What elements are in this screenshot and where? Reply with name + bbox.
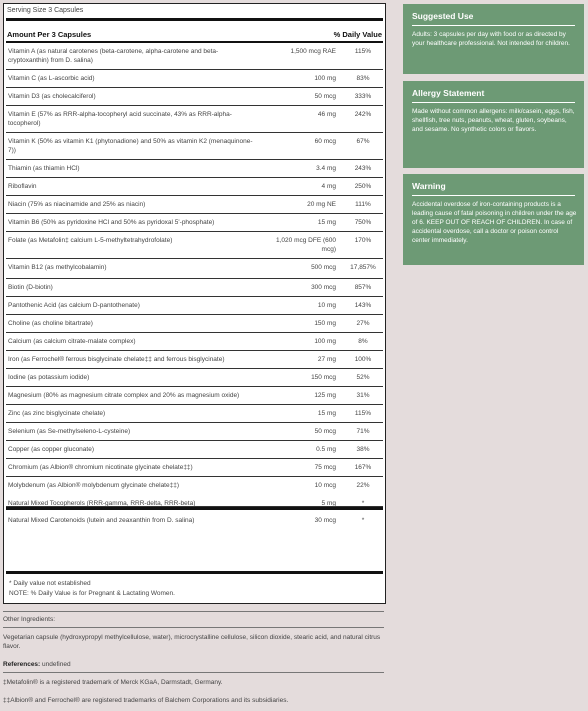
nutrient-amount: 46 mg <box>317 111 336 118</box>
nutrient-amount: 50 mcg <box>314 428 336 435</box>
daily-value-header: % Daily Value <box>333 30 382 39</box>
other-ingredients-text: Vegetarian capsule (hydroxypropyl methylcellulose, water), microcrystalline cellulose, silicon dioxide, stearic acid, and natural citrus flavor. <box>3 634 381 650</box>
nutrient-name: Magnesium (80% as magnesium citrate complex and 20% as magnesium oxide) <box>8 392 240 399</box>
nutrient-amount: 500 mcg <box>311 264 336 271</box>
supplement-facts-panel <box>3 3 386 604</box>
nutrient-daily-value: 115% <box>354 48 372 55</box>
allergy-text: Made without common allergens: milk/casein, eggs, fish, shellfish, tree nuts, peanuts, wheat, gluten, soybeans, and sesame. No synthetic colors or flavors. <box>412 108 575 133</box>
nutrient-amount: 150 mg <box>314 320 336 327</box>
nutrient-daily-value: 17,857% <box>350 264 376 271</box>
thick-divider-2 <box>6 507 383 510</box>
albion-trademark: ‡‡Albion® and Ferrochel® are registered trademarks of Balchem Corporations and its subsidiaries. <box>3 697 289 704</box>
nutrient-daily-value: 167% <box>354 464 372 471</box>
nutrient-amount: 4 mg <box>321 183 336 190</box>
nutrient-daily-value: 52% <box>356 374 370 381</box>
nutrient-daily-value: 83% <box>356 75 370 82</box>
nutrient-row <box>6 477 383 495</box>
warning-box <box>403 174 584 265</box>
nutrient-name: Zinc (as zinc bisglycinate chelate) <box>8 410 106 417</box>
nutrient-daily-value: 8% <box>358 338 368 345</box>
nutrient-amount: 150 mcg <box>311 374 336 381</box>
nutrient-row <box>6 495 383 507</box>
nutrient-name: Vitamin K (50% as vitamin K1 (phytonadione) and 50% as vitamin K2 (menaquinone-7)) <box>8 138 253 154</box>
nutrient-daily-value: 115% <box>354 410 372 417</box>
title-rule <box>412 25 575 26</box>
nutrient-daily-value: 243% <box>354 165 372 172</box>
other-ingredients-label: Other Ingredients: <box>3 616 56 623</box>
nutrient-row <box>6 160 383 178</box>
nutrient-amount: 1,500 mcg RAE <box>290 48 336 55</box>
warning-text: Accidental overdose of iron-containing products is a leading cause of fatal poisoning in children under the age of 6. KEEP OUT OF REACH OF CHILDREN. In case of accidental overdose, call a doctor or poison control center immediately. <box>412 201 577 244</box>
nutrient-amount: 5 mg <box>321 500 336 507</box>
nutrient-name: Natural Mixed Carotenoids (lutein and zeaxanthin from D. salina) <box>8 517 195 524</box>
nutrient-name: Calcium (as calcium citrate-malate complex) <box>8 338 136 345</box>
nutrient-amount: 60 mcg <box>314 138 336 145</box>
nutrient-daily-value: * <box>361 517 365 524</box>
nutrient-daily-value: 71% <box>356 428 370 435</box>
nutrient-name: Vitamin A (as natural carotenes (beta-carotene, alpha-carotene and beta-cryptoxanthin) from D. salina) <box>8 48 219 64</box>
nutrient-row <box>6 512 383 539</box>
nutrient-row <box>6 232 383 259</box>
nutrient-amount: 100 mg <box>314 75 336 82</box>
nutrient-amount: 3.4 mg <box>316 165 336 172</box>
nutrient-name: Selenium (as Se-methylseleno-L-cysteine) <box>8 428 131 435</box>
nutrient-daily-value: 38% <box>356 446 370 453</box>
nutrient-row <box>6 405 383 423</box>
nutrient-daily-value: 22% <box>356 482 370 489</box>
nutrient-daily-value: 750% <box>354 219 372 226</box>
nutrient-name: Vitamin D3 (as cholecalciferol) <box>8 93 96 100</box>
nutrient-name: Vitamin E (57% as RRR-alpha-tocopheryl acid succinate, 43% as RRR-alpha-tocopherol) <box>8 111 232 127</box>
nutrient-row <box>6 178 383 196</box>
nutrient-amount: 100 mg <box>314 338 336 345</box>
nutrient-daily-value: 250% <box>354 183 372 190</box>
title-rule <box>412 195 575 196</box>
nutrient-row <box>6 196 383 214</box>
nutrient-row <box>6 351 383 369</box>
nutrient-amount: 10 mg <box>317 302 336 309</box>
nutrient-amount: 27 mg <box>317 356 336 363</box>
nutrient-name: Copper (as copper gluconate) <box>8 446 94 453</box>
nutrient-name: Molybdenum (as Albion® molybdenum glycinate chelate‡‡) <box>8 482 179 489</box>
nutrient-daily-value: 100% <box>354 356 372 363</box>
nutrient-row <box>6 441 383 459</box>
nutrient-daily-value: 27% <box>356 320 370 327</box>
nutrient-name: Choline (as choline bitartrate) <box>8 320 93 327</box>
nutrient-name: Iron (as Ferrochel® ferrous bisglycinate chelate‡‡ and ferrous bisglycinate) <box>8 356 225 363</box>
suggested-use-text: Adults: 3 capsules per day with food or as directed by your healthcare professional. Not intended for children. <box>412 31 570 47</box>
nutrient-row <box>6 259 383 279</box>
nutrient-amount: 300 mcg <box>311 284 336 291</box>
nutrient-daily-value: * <box>361 500 365 507</box>
allergy-statement-box <box>403 81 584 168</box>
thick-divider-3 <box>6 571 383 574</box>
nutrient-daily-value: 31% <box>356 392 370 399</box>
nutrient-name: Biotin (D-biotin) <box>8 284 53 291</box>
pregnant-note: NOTE: % Daily Value is for Pregnant & Lactating Women. <box>9 590 175 597</box>
amount-per-header: Amount Per 3 Capsules <box>7 30 92 39</box>
nutrient-row <box>6 333 383 351</box>
nutrient-amount: 1,020 mcg DFE (600 mcg) <box>276 237 336 253</box>
thick-divider <box>6 18 383 21</box>
nutrient-daily-value: 170% <box>354 237 372 244</box>
suggested-use-title: Suggested Use <box>412 11 474 21</box>
suggested-use-box <box>403 4 584 74</box>
nutrient-name: Pantothenic Acid (as calcium D-pantothenate) <box>8 302 140 309</box>
references-label: References: <box>3 661 41 668</box>
nutrient-row <box>6 387 383 405</box>
nutrient-daily-value: 143% <box>354 302 372 309</box>
dv-not-established-note: * Daily value not established <box>9 580 91 587</box>
nutrient-row <box>6 297 383 315</box>
nutrient-daily-value: 333% <box>354 93 372 100</box>
nutrient-row <box>6 133 383 160</box>
nutrient-name: Vitamin B6 (50% as pyridoxine HCl and 50% as pyridoxal 5'-phosphate) <box>8 219 215 226</box>
nutrient-name: Niacin (75% as niacinamide and 25% as niacin) <box>8 201 146 208</box>
title-rule <box>412 102 575 103</box>
nutrient-amount: 125 mg <box>314 392 336 399</box>
nutrient-daily-value: 67% <box>356 138 370 145</box>
nutrient-row <box>6 70 383 88</box>
nutrient-daily-value: 111% <box>355 201 371 208</box>
nutrient-daily-value: 857% <box>354 284 372 291</box>
nutrient-amount: 15 mg <box>317 219 336 226</box>
nutrient-row <box>6 459 383 477</box>
references-line <box>3 661 71 668</box>
nutrient-name: Natural Mixed Tocopherols (RRR-gamma, RRR-delta, RRR-beta) <box>8 500 196 507</box>
section-divider <box>3 672 384 673</box>
nutrient-daily-value: 242% <box>354 111 372 118</box>
nutrient-row <box>6 106 383 133</box>
nutrient-name: Iodine (as potassium iodide) <box>8 374 90 381</box>
nutrient-row <box>6 43 383 70</box>
nutrient-name: Chromium (as Albion® chromium nicotinate glycinate chelate‡‡) <box>8 464 193 471</box>
nutrient-row <box>6 88 383 106</box>
nutrient-amount: 75 mcg <box>314 464 336 471</box>
nutrient-row <box>6 279 383 297</box>
references-value: undefined <box>42 661 71 668</box>
serving-size: Serving Size 3 Capsules <box>7 7 84 14</box>
nutrient-row <box>6 214 383 232</box>
nutrient-amount: 50 mcg <box>314 93 336 100</box>
nutrient-amount: 10 mcg <box>314 482 336 489</box>
nutrient-amount: 30 mcg <box>314 517 336 524</box>
nutrient-amount: 15 mg <box>317 410 336 417</box>
nutrient-name: Vitamin C (as L-ascorbic acid) <box>8 75 95 82</box>
nutrient-row <box>6 423 383 441</box>
nutrient-row <box>6 315 383 333</box>
nutrient-row <box>6 369 383 387</box>
nutrient-amount: 20 mg NE <box>307 201 336 208</box>
metafolin-trademark: ‡Metafolin® is a registered trademark of Merck KGaA, Darmstadt, Germany. <box>3 679 223 686</box>
nutrient-amount: 0.5 mg <box>316 446 336 453</box>
allergy-title: Allergy Statement <box>412 88 485 98</box>
nutrient-name: Riboflavin <box>8 183 37 190</box>
nutrient-name: Thiamin (as thiamin HCl) <box>8 165 80 172</box>
section-divider <box>3 611 384 612</box>
section-divider <box>3 627 384 628</box>
facts-notes <box>9 579 175 599</box>
nutrient-name: Vitamin B12 (as methylcobalamin) <box>8 264 107 271</box>
warning-title: Warning <box>412 181 446 191</box>
nutrient-name: Folate (as Metafolin‡ calcium L-5-methyltetrahydrofolate) <box>8 237 173 244</box>
